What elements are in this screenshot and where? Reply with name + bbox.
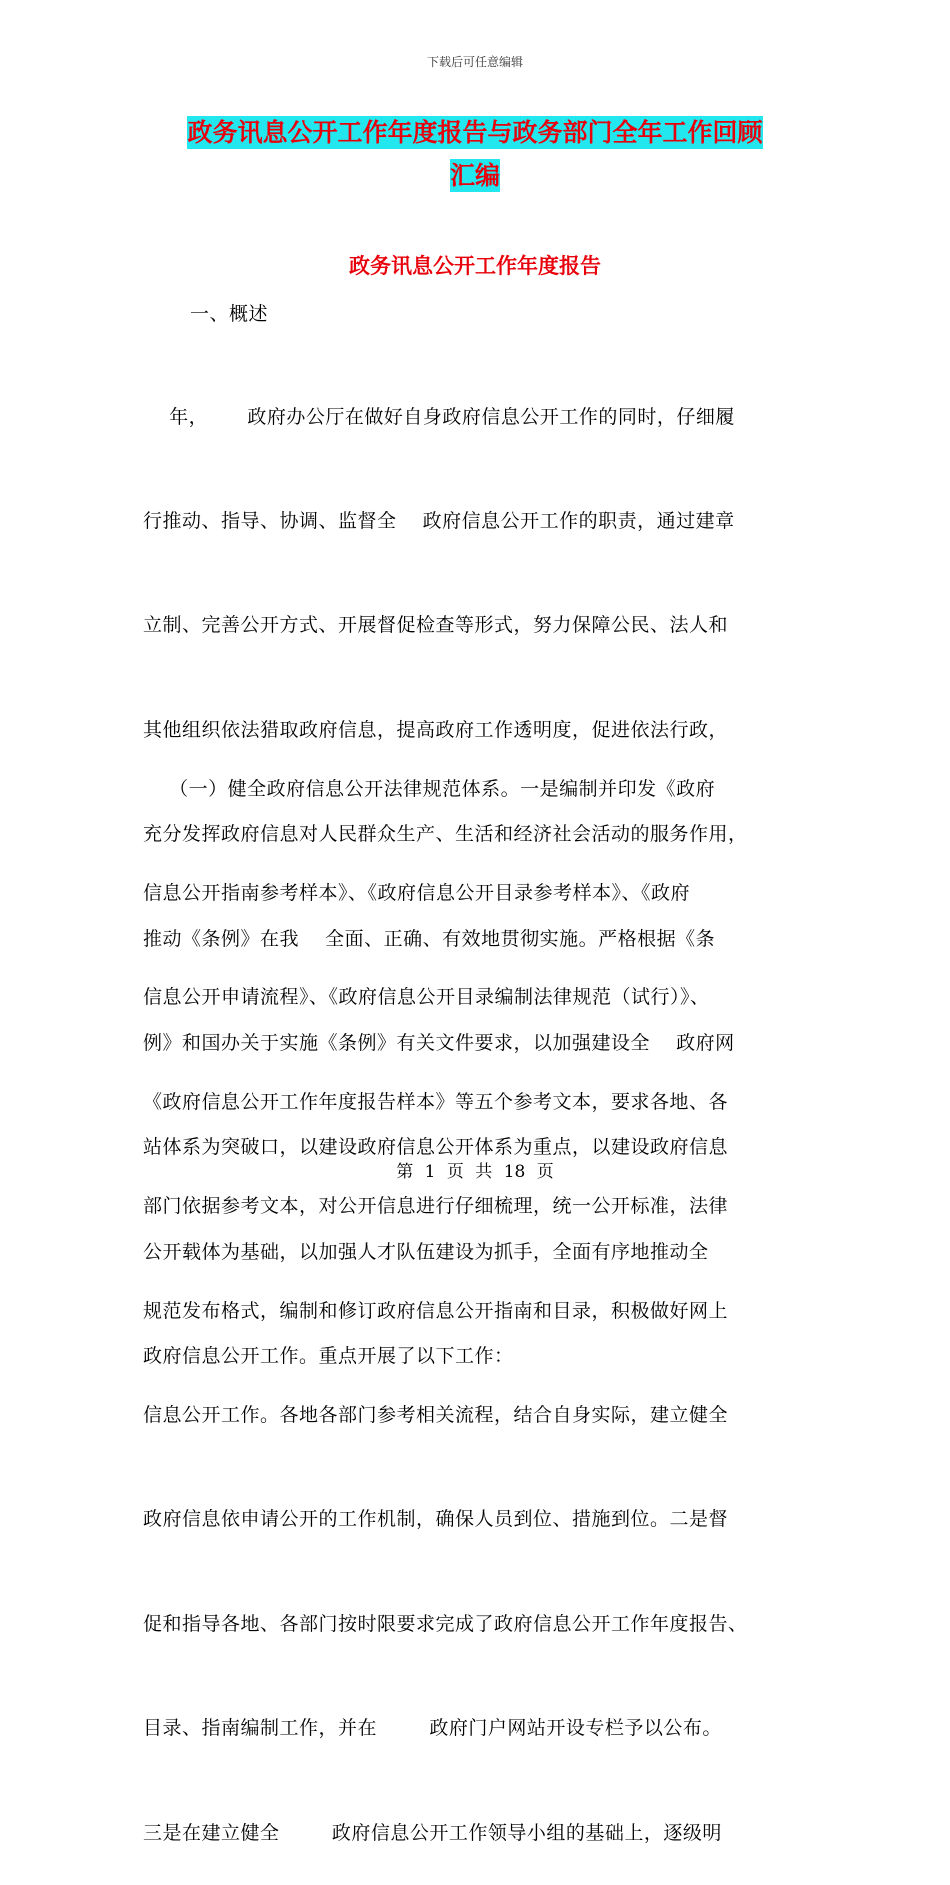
footer-label-before: 第 bbox=[396, 1162, 414, 1182]
text-line: 信息公开工作。各地各部门参考相关流程，结合自身实际，建立健全 bbox=[143, 1403, 729, 1426]
text-line: 年， 政府办公厅在做好自身政府信息公开工作的同时，仔细履 bbox=[143, 405, 735, 428]
text-line: 充分发挥政府信息对人民群众生产、生活和经济社会活动的服务作用， bbox=[143, 823, 748, 846]
header-note: 下载后可任意编辑 bbox=[426, 55, 523, 69]
footer-label-mid: 页 共 bbox=[446, 1162, 493, 1182]
text-line: 公开载体为基础，以加强人才队伍建设为抓手，全面有序地推动全 bbox=[143, 1240, 709, 1263]
text-line: 规范发布格式，编制和修订政府信息公开指南和目录，积极做好网上 bbox=[143, 1299, 729, 1322]
text-line: 部门依据参考文本，对公开信息进行仔细梳理，统一公开标准，法律 bbox=[143, 1195, 729, 1218]
text-line: 信息公开指南参考样本》、《政府信息公开目录参考样本》、《政府 bbox=[143, 881, 691, 904]
text-line: 立制、完善公开方式、开展督促检查等形式，努力保障公民、法人和 bbox=[143, 614, 729, 637]
text-line: （一）健全政府信息公开法律规范体系。一是编制并印发《政府 bbox=[143, 777, 716, 800]
text-line: 政府信息公开工作。重点开展了以下工作： bbox=[143, 1345, 514, 1368]
text-line: 站体系为突破口，以建设政府信息公开体系为重点，以建设政府信息 bbox=[143, 1136, 729, 1159]
text-line: 三是在建立健全 政府信息公开工作领导小组的基础上，逐级明 bbox=[143, 1821, 722, 1844]
total-page-count: 18 bbox=[503, 1162, 526, 1182]
document-title-line-2: 汇编 bbox=[449, 161, 500, 190]
paragraph-2 bbox=[143, 702, 813, 1885]
text-line: 例》和国办关于实施《条例》有关文件要求，以加强建设全 政府网 bbox=[143, 1031, 735, 1054]
text-line: 目录、指南编制工作，并在 政府门户网站开设专栏予以公布。 bbox=[143, 1717, 722, 1740]
text-line: 促和指导各地、各部门按时限要求完成了政府信息公开工作年度报告、 bbox=[143, 1612, 748, 1635]
section-heading: 一、概述 bbox=[190, 303, 269, 325]
document-title-line-1: 政务讯息公开工作年度报告与政务部门全年工作回顾 bbox=[187, 118, 763, 147]
page-footer bbox=[0, 1157, 950, 1182]
text-line: 《政府信息公开工作年度报告样本》等五个参考文本，要求各地、各 bbox=[143, 1090, 729, 1113]
text-line: 推动《条例》在我 全面、正确、有效地贯彻实施。严格根据《条 bbox=[143, 927, 716, 950]
text-line: 政府信息依申请公开的工作机制，确保人员到位、措施到位。二是督 bbox=[143, 1508, 729, 1531]
current-page-number: 1 bbox=[424, 1162, 436, 1182]
text-line: 信息公开申请流程》、《政府信息公开目录编制法律规范（试行）》、 bbox=[143, 986, 710, 1009]
report-subtitle: 政务讯息公开工作年度报告 bbox=[349, 254, 601, 278]
text-line: 行推动、指导、协调、监督全 政府信息公开工作的职责，通过建章 bbox=[143, 509, 735, 532]
text-line: 其他组织依法猎取政府信息，提高政府工作透明度，促进依法行政， bbox=[143, 718, 729, 741]
footer-label-after: 页 bbox=[536, 1162, 554, 1182]
